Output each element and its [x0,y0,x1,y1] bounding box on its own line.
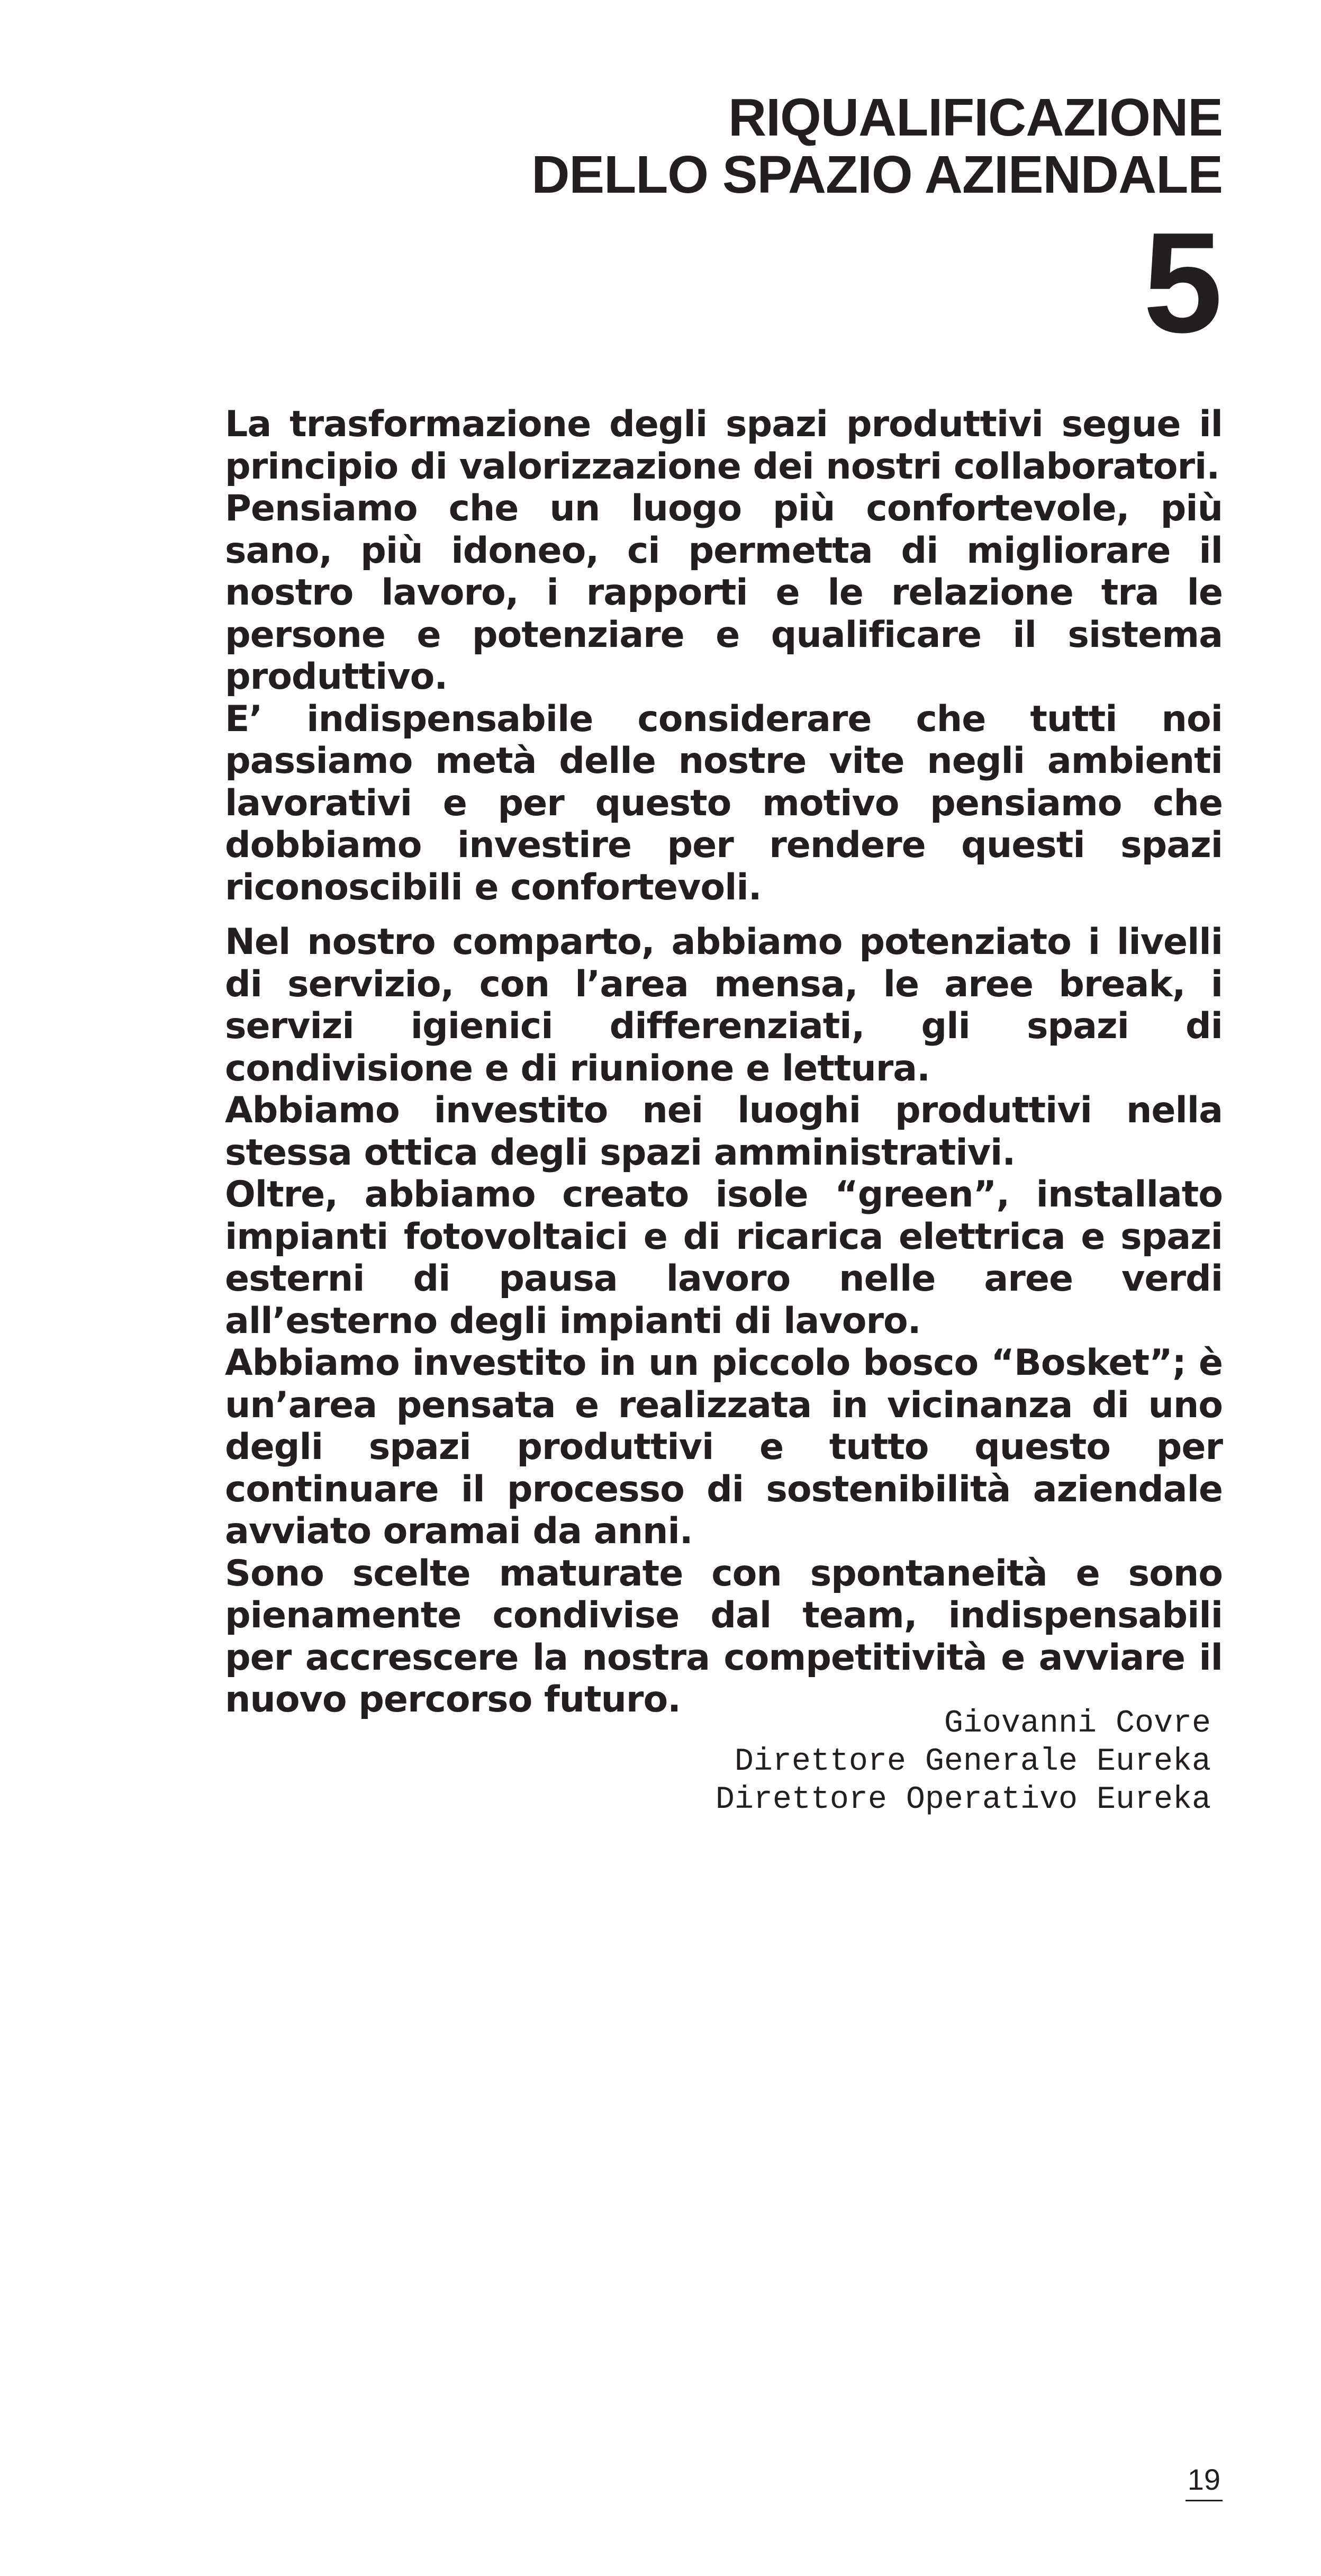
page-number: 19 [1186,2462,1223,2501]
paragraph: Abbiamo investito in un piccolo bosco “Bosket”; è un’area pensata e realizzata in vicinanza di uno degli spazi produttivi e tutto questo per continuare il processo di sostenibilità aziendale avviato oramai da anni. [225,1342,1223,1552]
paragraph: Oltre, abbiamo creato isole “green”, installato impianti fotovoltaici e di ricarica elettrica e spazi esterni di pausa lavoro nelle aree verdi all’esterno degli impianti di lavoro. [225,1174,1223,1342]
signature-block [716,1705,1211,1819]
signature-name: Giovanni Covre [944,1706,1211,1742]
paragraph: Pensiamo che un luogo più confortevole, più sano, più idoneo, ci permetta di migliorare il nostro lavoro, i rapporti e le relazione tra le persone e potenziare e qualificare il sistema produttivo. [225,488,1223,698]
body-text [225,403,1223,1721]
paragraph: La trasformazione degli spazi produttivi segue il principio di valorizzazione dei nostri collaboratori. [225,403,1223,488]
paragraph: Nel nostro comparto, abbiamo potenziato i livelli di servizio, con l’area mensa, le aree break, i servizi igienici differenziati, gli spazi di condivisione e di riunione e lettura. [225,921,1223,1089]
signature-role: Direttore Generale Eureka [734,1744,1211,1780]
chapter-number: 5 [1143,203,1223,363]
title-line-2: DELLO SPAZIO AZIENDALE [531,145,1223,204]
paragraph: Sono scelte maturate con spontaneità e sono pienamente condivise dal team, indispensabili per accrescere la nostra competitività e avviare il nuovo percorso futuro. [225,1552,1223,1721]
title-line-1: RIQUALIFICAZIONE [728,88,1223,147]
paragraph: Abbiamo investito nei luoghi produttivi nella stessa ottica degli spazi amministrativi. [225,1089,1223,1174]
paragraph: E’ indispensabile considerare che tutti noi passiamo metà delle nostre vite negli ambienti lavorativi e per questo motivo pensiamo che dobbiamo investire per rendere questi spazi riconoscibili e confortevoli. [225,698,1223,908]
signature-role: Direttore Operativo Eureka [715,1782,1211,1818]
page-title [531,89,1223,203]
